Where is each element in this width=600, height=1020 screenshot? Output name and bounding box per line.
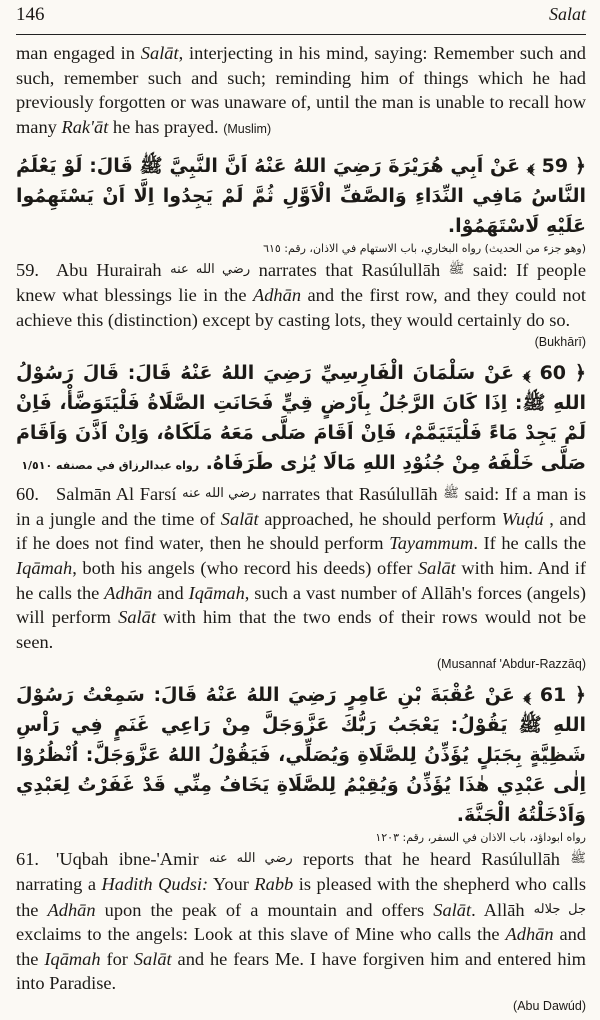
hadith-61-arabic: ﴿ 61 ﴾ عَنْ عُقْبَةَ بْنِ عَامِرٍ رَضِيَ اللهُ عَنْهُ قَالَ: سَمِعْتُ رَسُوْلَ اللهِ ﷺ يَقُوْلُ: يَعْجَبُ رَبُّكَ عَزَّوَجَلَّ مِنْ رَاعِي غَنَمٍ فِي رَاْسِ شَظِيَّةٍ بِجَبَلٍ يُؤَذِّنُ لِلصَّلَاةِ وَيُصَلِّي، فَيَقُوْلُ اللهُ عَزَّوَجَلَّ: اُنْظُرُوْا اِلٰى عَبْدِي هٰذَا يُؤَذِّنُ وَيُقِيْمُ لِلصَّلَاةِ يَخَافُ مِنِّي قَدْ غَفَرْتُ لِعَبْدِي وَاَدْخَلْتُهُ الْجَنَّةَ.	[16, 684, 586, 827]
prophet-honorific-icon: ﷺ	[443, 485, 459, 501]
running-title: Salat	[548, 4, 586, 24]
hadith-60-reference: (Musannaf 'Abdur-Razzāq)	[437, 657, 586, 672]
companion-honorific-icon: رضي الله عنه	[182, 485, 257, 501]
page-number: 146	[16, 4, 45, 25]
hadith-60-arabic: ﴿ 60 ﴾ عَنْ سَلْمَانَ الْفَارِسِيِّ رَضِيَ اللهُ عَنْهُ قَالَ: قَالَ رَسُوْلُ اللهِ ﷺ: اِذَا كَانَ الرَّجُلُ بِاَرْضٍ قِيٍّ فَحَانَتِ الصَّلَاةُ فَلْيَتَوَضَّأْ، فَاِنْ لَمْ يَجِدْ مَاءً فَلْيَتَيَمَّمْ، فَاِنْ اَقَامَ صَلَّى مَعَهُ مَلَكَاهُ، وَاِنْ اَذَّنَ وَاَقَامَ صَلَّى خَلْفَهُ مِنْ جُنُوْدِ اللهِ مَالَا يُرٰى طَرَفَاهُ. رواه عبدالرزاق في مصنفه ١/٥١٠	[16, 362, 586, 475]
hadith-59-reference: (Bukhārī)	[534, 335, 586, 350]
intro-paragraph: man engaged in Salāt, interjecting in his mind, saying: Remember such and such, remember such and such; reminding him of things which he had previously forgotten or was unaware of, until the man is unable to recall how many Rak'āt he has prayed. (Muslim)	[16, 43, 586, 137]
hadith-59-arabic: ﴿ 59 ﴾ عَنْ اَبِي هُرَيْرَةَ رَضِيَ اللهُ عَنْهُ اَنَّ النَّبِيَّ ﷺ قَالَ: لَوْ يَعْلَمُ النَّاسُ مَافِي النِّدَاءِ وَالصَّفِّ الْاَوَّلِ ثُمَّ لَمْ يَجِدُوا اِلَّا اَنْ يَسْتَهِمُوا عَلَيْهِ لَاسْتَهَمُوْا.	[16, 155, 586, 238]
hadith-61-arabic-source: رواه ابوداؤد، باب الاذان في السفر، رقم: ١٢٠٣	[375, 831, 586, 845]
hadith-59	[16, 151, 586, 352]
hadith-59-arabic-source: (وهو جزء من الحديث) رواه البخاري، باب الاستهام في الاذان، رقم: ٦١٥	[263, 242, 586, 256]
hadith-61-translation: 61. 'Uqbah ibne-'Amir رضي الله عنه reports that he heard Rasúlullāh ﷺ narrating a Hadith Qudsi: Your Rabb is pleased with the shepherd who calls the Adhān upon the peak of a mountain and offers Salāt. Allāh جل جلاله exclaims to the angels: Look at this slave of Mine who calls the Adhān and the Iqāmah for Salāt and he fears Me. I have forgiven him and entered him into Paradise.	[16, 849, 587, 994]
allah-honorific-icon: جل جلاله	[533, 900, 586, 916]
hadith-61	[16, 680, 586, 1016]
hadith-61-reference: (Abu Dawúd)	[513, 998, 586, 1013]
companion-honorific-icon: رضي الله عنه	[208, 850, 293, 866]
hadith-59-translation: 59. Abu Hurairah رضي الله عنه narrates that Rasúlullāh ﷺ said: If people knew what blessings lie in the Adhān and the first row, and they could not achieve this (distinction) except by casting lots, they would certainly do so.	[16, 260, 586, 330]
page-header	[16, 0, 586, 35]
prophet-honorific-icon: ﷺ	[448, 261, 465, 277]
hadith-60	[16, 358, 586, 674]
prophet-honorific-icon: ﷺ	[570, 850, 587, 866]
companion-honorific-icon: رضي الله عنه	[170, 261, 251, 277]
hadith-60-translation: 60. Salmān Al Farsí رضي الله عنه narrates that Rasúlullāh ﷺ said: If a man is in a jungle and the time of Salāt approached, he should perform Wuḍú , and if he does not find water, then he should perform Tayammum. If he calls the Iqāmah, both his angels (who record his deeds) offer Salāt with him. And if he calls the Adhān and Iqāmah, such a vast number of Allāh's forces (angels) will perform Salāt with him that the two ends of their rows would not be seen.	[16, 484, 587, 652]
intro-reference: (Muslim)	[223, 121, 272, 136]
